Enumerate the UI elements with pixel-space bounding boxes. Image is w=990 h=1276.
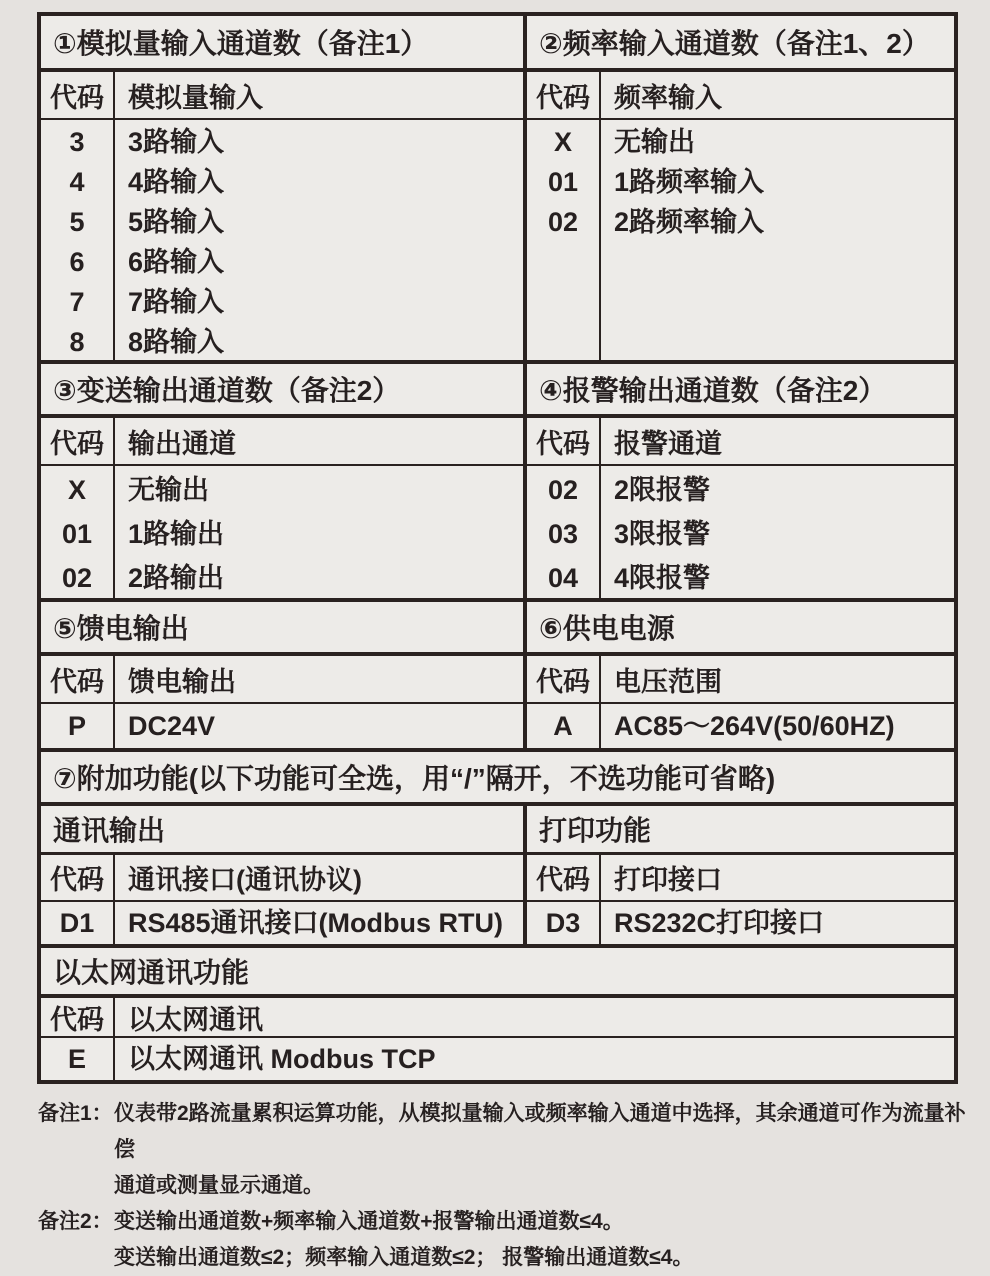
ethernet-title: 以太网通讯功能 (53, 957, 250, 988)
code-cell: 01 (61, 519, 93, 549)
desc-cell: 以太网通讯 Modbus TCP (128, 1044, 436, 1074)
feed-subheader (41, 656, 527, 702)
frequency-section-title: ②频率输入通道数（备注1、2） (539, 28, 930, 59)
frequency-code-header: 代码 (527, 72, 601, 118)
desc-cell: DC24V (128, 711, 216, 741)
code-cell: 5 (69, 207, 85, 237)
code-cell: P (67, 711, 86, 741)
analog-code-header: 代码 (41, 72, 115, 118)
ethernet-subheader (41, 998, 954, 1036)
analog-code-column (41, 120, 115, 360)
alarm-section-title: ④报警输出通道数（备注2） (539, 375, 887, 406)
row-data-ethernet (41, 1036, 954, 1080)
row-subheaders-transmit-alarm (41, 414, 954, 464)
transmit-code-header: 代码 (41, 418, 115, 464)
alarm-subheader (527, 418, 954, 464)
row-subheaders-comm-print (41, 852, 954, 900)
transmit-desc-header: 输出通道 (128, 428, 236, 459)
desc-cell: 2路频率输入 (614, 207, 765, 237)
desc-cell: 1路输出 (128, 519, 225, 549)
analog-section-title: ①模拟量输入通道数（备注1） (41, 16, 527, 68)
comm-data (41, 902, 527, 944)
footnote-line: 变送输出通道数+频率输入通道数+报警输出通道数≤4。 (114, 1210, 624, 1233)
desc-cell: 无输出 (128, 475, 209, 505)
frequency-code-column (527, 120, 601, 360)
print-subheader (527, 855, 954, 900)
desc-cell: RS485通讯接口(Modbus RTU) (128, 908, 504, 938)
code-cell: D3 (545, 908, 581, 938)
print-code-column (527, 902, 601, 944)
footnote-line: 变送输出通道数≤2；频率输入通道数≤2； 报警输出通道数≤4。 (114, 1246, 694, 1269)
footnote-1-text (114, 1096, 968, 1204)
desc-cell: 3限报警 (614, 519, 711, 549)
print-desc-column (601, 902, 954, 944)
code-cell: X (553, 127, 572, 157)
footnotes (38, 1096, 968, 1276)
code-cell: 3 (69, 127, 85, 157)
desc-cell: RS232C打印接口 (614, 908, 825, 938)
code-cell: 6 (69, 247, 85, 277)
row-titles-comm-print (41, 802, 954, 852)
ethernet-code-column (41, 1038, 115, 1080)
transmit-subheader (41, 418, 527, 464)
transmit-data (41, 466, 527, 598)
feed-section-title: ⑤馈电输出 (41, 602, 527, 652)
print-desc-header: 打印接口 (614, 865, 722, 895)
footnote-2-label: 备注2： (38, 1210, 113, 1233)
footnote-1 (38, 1096, 968, 1204)
transmit-desc-column (115, 466, 523, 598)
desc-cell: 8路输入 (128, 327, 225, 357)
row-data-comm-print (41, 900, 954, 944)
row-data-transmit-alarm (41, 464, 954, 598)
row-titles-feed-power (41, 598, 954, 652)
code-cell: 8 (69, 327, 85, 357)
comm-title: 通讯输出 (41, 806, 527, 852)
analog-desc-column (115, 120, 523, 360)
desc-cell: 4路输入 (128, 167, 225, 197)
feed-code-column (41, 704, 115, 748)
feed-code-header: 代码 (41, 656, 115, 702)
code-cell: 02 (547, 475, 579, 505)
comm-desc-column (115, 902, 523, 944)
alarm-code-column (527, 466, 601, 598)
row-subheaders-feed-power (41, 652, 954, 702)
desc-cell: 无输出 (614, 127, 695, 157)
row-titles-analog-frequency (41, 16, 954, 68)
code-cell: 4 (69, 167, 85, 197)
footnote-2-text (114, 1204, 968, 1276)
desc-cell: 3路输入 (128, 127, 225, 157)
code-cell: 7 (69, 287, 85, 317)
row-title-ethernet (41, 944, 954, 994)
power-section-title: ⑥供电电源 (539, 613, 675, 644)
print-title: 打印功能 (539, 815, 652, 846)
power-code-column (527, 704, 601, 748)
code-cell: 04 (547, 563, 579, 593)
code-cell: X (67, 475, 86, 505)
desc-cell: 2路输出 (128, 563, 225, 593)
print-code-header: 代码 (527, 855, 601, 900)
feed-data (41, 704, 527, 748)
code-cell: A (553, 711, 573, 741)
desc-cell: 1路频率输入 (614, 167, 765, 197)
alarm-data (527, 466, 954, 598)
desc-cell: AC85～264V(50/60HZ) (614, 711, 895, 741)
desc-cell: 7路输入 (128, 287, 225, 317)
code-cell: 01 (547, 167, 579, 197)
comm-subheader (41, 855, 527, 900)
row-data-analog-frequency (41, 118, 954, 360)
analog-desc-header: 模拟量输入 (128, 82, 263, 113)
frequency-desc-column (601, 120, 954, 360)
footnote-line: 通道或测量显示通道。 (114, 1174, 324, 1197)
comm-code-header: 代码 (41, 855, 115, 900)
comm-desc-header: 通讯接口(通讯协议) (128, 865, 362, 895)
analog-data (41, 120, 527, 360)
power-desc-header: 电压范围 (614, 666, 722, 697)
footnote-line: 仪表带2路流量累积运算功能，从模拟量输入或频率输入通道中选择，其余通道可作为流量补偿 (114, 1102, 966, 1161)
code-cell: 03 (547, 519, 579, 549)
row-subheaders-analog-frequency (41, 68, 954, 118)
alarm-desc-column (601, 466, 954, 598)
row-subheader-ethernet (41, 994, 954, 1036)
desc-cell: 6路输入 (128, 247, 225, 277)
ethernet-code-header: 代码 (41, 998, 115, 1036)
alarm-code-header: 代码 (527, 418, 601, 464)
feed-desc-header: 馈电输出 (128, 666, 236, 697)
power-desc-column (601, 704, 954, 748)
selection-code-table (37, 12, 958, 1084)
footnote-2 (38, 1204, 968, 1276)
comm-code-column (41, 902, 115, 944)
code-cell: 02 (61, 563, 93, 593)
row-data-feed-power (41, 702, 954, 748)
print-data (527, 902, 954, 944)
transmit-code-column (41, 466, 115, 598)
analog-subheader (41, 72, 527, 118)
ethernet-data (41, 1038, 954, 1080)
frequency-subheader (527, 72, 954, 118)
desc-cell: 2限报警 (614, 475, 711, 505)
row-title-extra (41, 748, 954, 802)
footnote-1-label: 备注1： (38, 1102, 113, 1125)
power-code-header: 代码 (527, 656, 601, 702)
extra-section-title: ⑦附加功能(以下功能可全选，用“/”隔开，不选功能可省略) (53, 763, 776, 794)
alarm-desc-header: 报警通道 (614, 428, 722, 459)
power-subheader (527, 656, 954, 702)
desc-cell: 5路输入 (128, 207, 225, 237)
power-data (527, 704, 954, 748)
transmit-section-title: ③变送输出通道数（备注2） (41, 364, 527, 414)
row-titles-transmit-alarm (41, 360, 954, 414)
feed-desc-column (115, 704, 523, 748)
ethernet-desc-column (115, 1038, 954, 1080)
ethernet-desc-header: 以太网通讯 (128, 1004, 263, 1035)
desc-cell: 4限报警 (614, 563, 711, 593)
frequency-data (527, 120, 954, 360)
frequency-desc-header: 频率输入 (614, 82, 722, 113)
code-cell: 02 (547, 207, 579, 237)
code-cell: E (67, 1044, 86, 1074)
code-cell: D1 (59, 908, 95, 938)
